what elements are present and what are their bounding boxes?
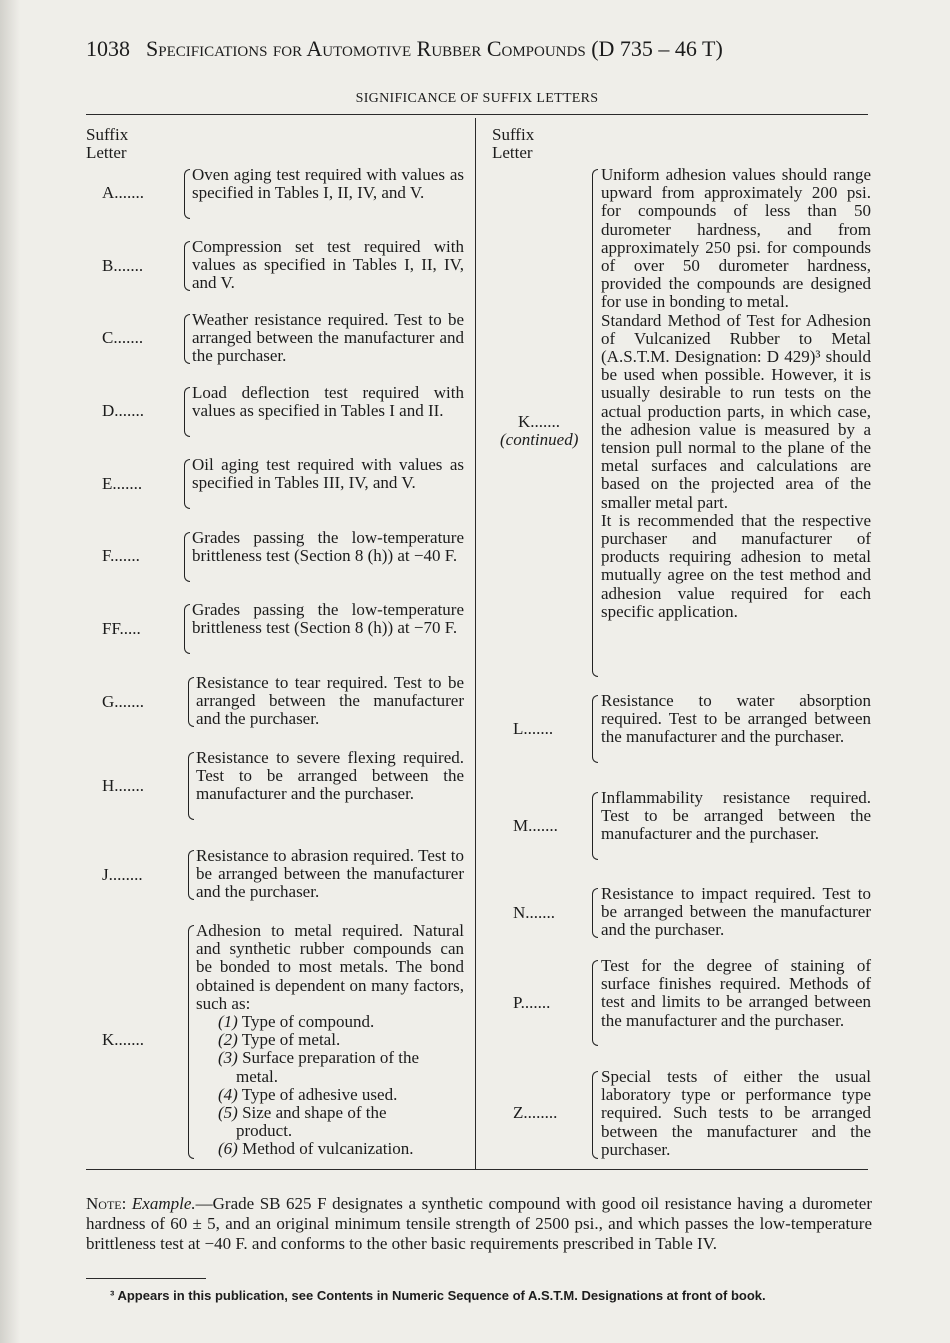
running-head — [86, 36, 876, 62]
k-item-3: (3) Surface preparation of the metal. — [218, 1048, 420, 1086]
k-cont-para-2: Standard Method of Test for Adhesion of Vulcanized Rubber to Metal (A.S.T.M. Designation: D 429)³ should be used when possible. However, it is usually desirable to run tests on the actual production parts, in which case, the adhesion value is measured by a tension pull normal to the plane of the metal surfaces and calculations are based on the projected area of the smaller metal part. — [601, 310, 871, 512]
k-cont-para-1: Uniform adhesion values should range upward from approximately 200 psi. for compounds of less than 50 durometer hardness, and from approximately 250 psi. for compounds of over 50 durometer hardness, provided the compounds are designed for use in bonding to metal. — [601, 165, 871, 312]
k-item-5: (5) Size and shape of the product. — [218, 1103, 387, 1141]
note-paragraph: Note: Example.—Grade SB 625 F designates a synthetic compound with good oil resistance having a durometer hardness of 60 ± 5, and an original minimum tensile strength of 2500 psi., and which passes the low-temperature brittleness test at −40 F. and conforms to the other basic requirements prescribed in Table IV. — [86, 1194, 872, 1253]
footnote: ³ Appears in this publication, see Contents in Numeric Sequence of A.S.T.M. Designations at front of book. — [110, 1288, 766, 1303]
k-item-6: (6) Method of vulcanization. — [218, 1139, 414, 1159]
k-item-2: (2) Type of metal. — [218, 1030, 341, 1050]
running-title: Specifications for Automotive Rubber Compounds (D 735 – 46 T) — [146, 36, 723, 61]
table-top-rule — [86, 114, 868, 115]
table-title: SIGNIFICANCE OF SUFFIX LETTERS — [355, 91, 599, 106]
k-intro: Adhesion to metal required. Natural and synthetic rubber compounds can be bonded to most metals. The bond obtained is dependent on many factors, such as: — [196, 921, 464, 1013]
page-number: 1038 — [86, 36, 130, 61]
page-edge-shadow — [0, 0, 20, 1343]
footnote-rule — [86, 1278, 206, 1279]
left-column-header: Suffix Letter — [86, 125, 129, 162]
table-bottom-rule — [86, 1169, 868, 1170]
column-divider — [475, 118, 476, 1169]
right-column-header: Suffix Letter — [492, 125, 535, 162]
k-cont-para-3: It is recommended that the respective purchaser and manufacturer of products requiring adhesion to metal mutually agree on the test method and adhesion value required for each specific application. — [601, 510, 871, 621]
k-item-4: (4) Type of adhesive used. — [218, 1084, 398, 1104]
k-item-1: (1) Type of compound. — [218, 1012, 375, 1032]
